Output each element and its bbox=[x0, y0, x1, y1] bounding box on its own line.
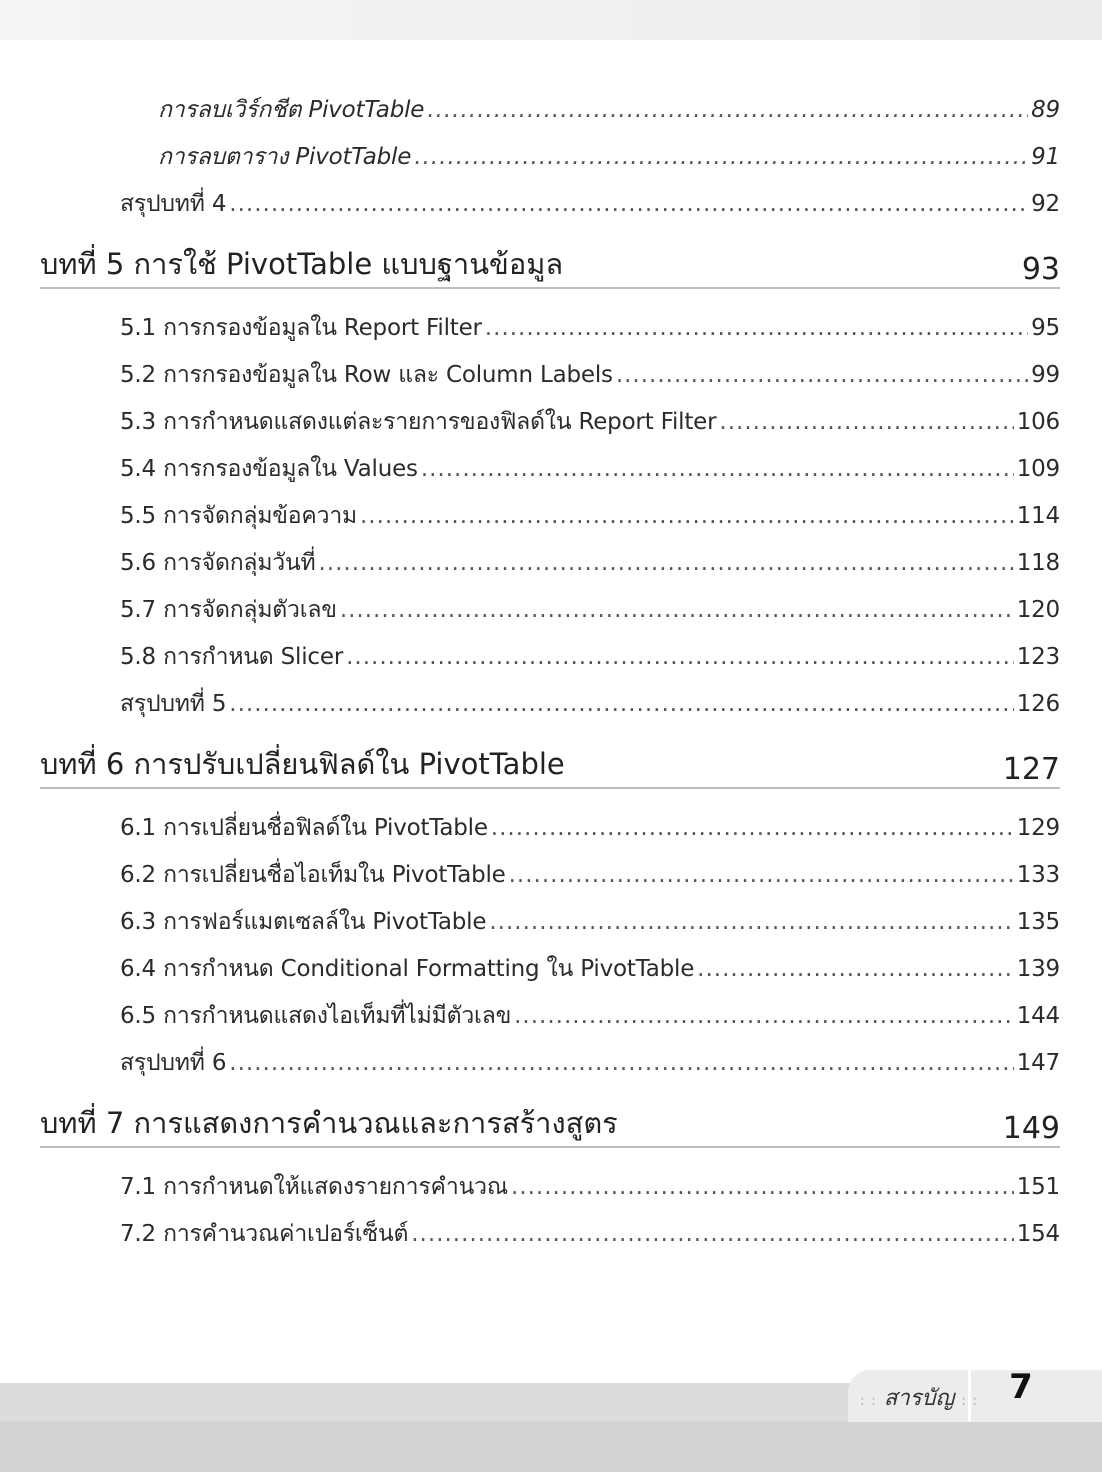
entry-page-number: 123 bbox=[1016, 644, 1060, 670]
chapter-title: บทที่ 5 การใช้ PivotTable แบบฐานข้อมูล bbox=[40, 247, 564, 281]
entry-page-number: 95 bbox=[1031, 315, 1060, 341]
dot-leader bbox=[697, 956, 1014, 982]
entry-page-number: 154 bbox=[1016, 1221, 1060, 1247]
entry-title: สรุปบทที่ 5 bbox=[120, 691, 227, 717]
entry-title: 5.3 การกำหนดแสดงแต่ละรายการของฟิลด์ใน Report Filter bbox=[120, 409, 717, 435]
chapter-page-number: 127 bbox=[1002, 752, 1060, 787]
entry-page-number: 151 bbox=[1016, 1174, 1060, 1200]
dot-leader bbox=[360, 503, 1014, 529]
chapter-heading bbox=[40, 747, 1060, 789]
dot-leader bbox=[509, 862, 1014, 888]
entry-title: 6.1 การเปลี่ยนชื่อฟิลด์ใน PivotTable bbox=[120, 815, 488, 841]
top-band bbox=[0, 0, 1102, 40]
entry-page-number: 139 bbox=[1016, 956, 1060, 982]
toc-subentry bbox=[40, 139, 1060, 186]
entry-title: 5.2 การกรองข้อมูลใน Row และ Column Labels bbox=[120, 362, 613, 388]
entry-page-number: 114 bbox=[1016, 503, 1060, 529]
entry-title: สรุปบทที่ 4 bbox=[120, 191, 227, 217]
entry-page-number: 99 bbox=[1031, 362, 1060, 388]
entry-page-number: 118 bbox=[1016, 550, 1060, 576]
dot-leader bbox=[511, 1174, 1014, 1200]
chapter-page-number: 149 bbox=[1002, 1111, 1060, 1146]
entry-page-number: 129 bbox=[1016, 815, 1060, 841]
toc-entry bbox=[40, 186, 1060, 233]
toc-entry bbox=[40, 998, 1060, 1045]
chapter-heading bbox=[40, 1106, 1060, 1148]
entry-title: 6.3 การฟอร์แมตเซลล์ใน PivotTable bbox=[120, 909, 487, 935]
entry-page-number: 106 bbox=[1016, 409, 1060, 435]
dot-leader bbox=[229, 691, 1013, 717]
footer-band-lower bbox=[0, 1421, 1102, 1472]
entry-page-number: 89 bbox=[1031, 97, 1060, 123]
entry-page-number: 120 bbox=[1016, 597, 1060, 623]
chapter-heading bbox=[40, 247, 1060, 289]
entry-page-number: 147 bbox=[1016, 1050, 1060, 1076]
dot-leader bbox=[427, 97, 1028, 123]
footer-separator-dots: : : bbox=[961, 1393, 979, 1409]
entry-page-number: 126 bbox=[1016, 691, 1060, 717]
entry-title: 6.4 การกำหนด Conditional Formatting ใน PivotTable bbox=[120, 956, 695, 982]
dot-leader bbox=[489, 909, 1013, 935]
entry-title: การลบตาราง PivotTable bbox=[158, 144, 412, 170]
entry-page-number: 135 bbox=[1016, 909, 1060, 935]
toc-subentry bbox=[40, 92, 1060, 139]
toc-entry bbox=[40, 545, 1060, 592]
entry-page-number: 144 bbox=[1016, 1003, 1060, 1029]
toc-entry bbox=[40, 639, 1060, 686]
entry-title: การลบเวิร์กชีต PivotTable bbox=[158, 97, 425, 123]
dot-leader bbox=[421, 456, 1014, 482]
dot-leader bbox=[229, 1050, 1013, 1076]
entry-page-number: 92 bbox=[1031, 191, 1060, 217]
dot-leader bbox=[514, 1003, 1014, 1029]
entry-title: 6.2 การเปลี่ยนชื่อไอเท็มใน PivotTable bbox=[120, 862, 506, 888]
toc-entry bbox=[40, 857, 1060, 904]
entry-title: 5.8 การกำหนด Slicer bbox=[120, 644, 344, 670]
dot-leader bbox=[229, 191, 1028, 217]
chapter-page-number: 93 bbox=[1021, 252, 1060, 287]
table-of-contents bbox=[40, 92, 1060, 1263]
footer-section-label bbox=[860, 1380, 978, 1415]
toc-entry bbox=[40, 1045, 1060, 1092]
footer-section-text: สารบัญ bbox=[883, 1386, 955, 1411]
toc-entry bbox=[40, 310, 1060, 357]
toc-entry bbox=[40, 592, 1060, 639]
dot-leader bbox=[491, 815, 1014, 841]
toc-entry bbox=[40, 951, 1060, 998]
entry-page-number: 91 bbox=[1031, 144, 1060, 170]
page-number: 7 bbox=[1009, 1367, 1033, 1407]
dot-leader bbox=[318, 550, 1013, 576]
footer-separator-dots: : : bbox=[860, 1393, 877, 1409]
entry-title: 5.4 การกรองข้อมูลใน Values bbox=[120, 456, 418, 482]
chapter-title: บทที่ 7 การแสดงการคำนวณและการสร้างสูตร bbox=[40, 1106, 618, 1140]
toc-entry bbox=[40, 686, 1060, 733]
entry-title: สรุปบทที่ 6 bbox=[120, 1050, 227, 1076]
toc-entry bbox=[40, 904, 1060, 951]
toc-entry bbox=[40, 1216, 1060, 1263]
dot-leader bbox=[340, 597, 1014, 623]
entry-title: 5.6 การจัดกลุ่มวันที่ bbox=[120, 550, 316, 576]
dot-leader bbox=[616, 362, 1028, 388]
entry-title: 6.5 การกำหนดแสดงไอเท็มที่ไม่มีตัวเลข bbox=[120, 1003, 512, 1029]
toc-entry bbox=[40, 404, 1060, 451]
toc-entry bbox=[40, 498, 1060, 545]
dot-leader bbox=[414, 144, 1028, 170]
entry-title: 7.1 การกำหนดให้แสดงรายการคำนวณ bbox=[120, 1174, 508, 1200]
toc-entry bbox=[40, 810, 1060, 857]
dot-leader bbox=[411, 1221, 1013, 1247]
toc-entry bbox=[40, 451, 1060, 498]
entry-title: 7.2 การคำนวณค่าเปอร์เซ็นต์ bbox=[120, 1221, 409, 1247]
dot-leader bbox=[719, 409, 1013, 435]
toc-entry bbox=[40, 1169, 1060, 1216]
chapter-title: บทที่ 6 การปรับเปลี่ยนฟิลด์ใน PivotTable bbox=[40, 747, 565, 781]
entry-title: 5.5 การจัดกลุ่มข้อความ bbox=[120, 503, 357, 529]
dot-leader bbox=[485, 315, 1028, 341]
entry-page-number: 109 bbox=[1016, 456, 1060, 482]
dot-leader bbox=[346, 644, 1014, 670]
entry-page-number: 133 bbox=[1016, 862, 1060, 888]
entry-title: 5.7 การจัดกลุ่มตัวเลข bbox=[120, 597, 337, 623]
entry-title: 5.1 การกรองข้อมูลใน Report Filter bbox=[120, 315, 482, 341]
toc-entry bbox=[40, 357, 1060, 404]
